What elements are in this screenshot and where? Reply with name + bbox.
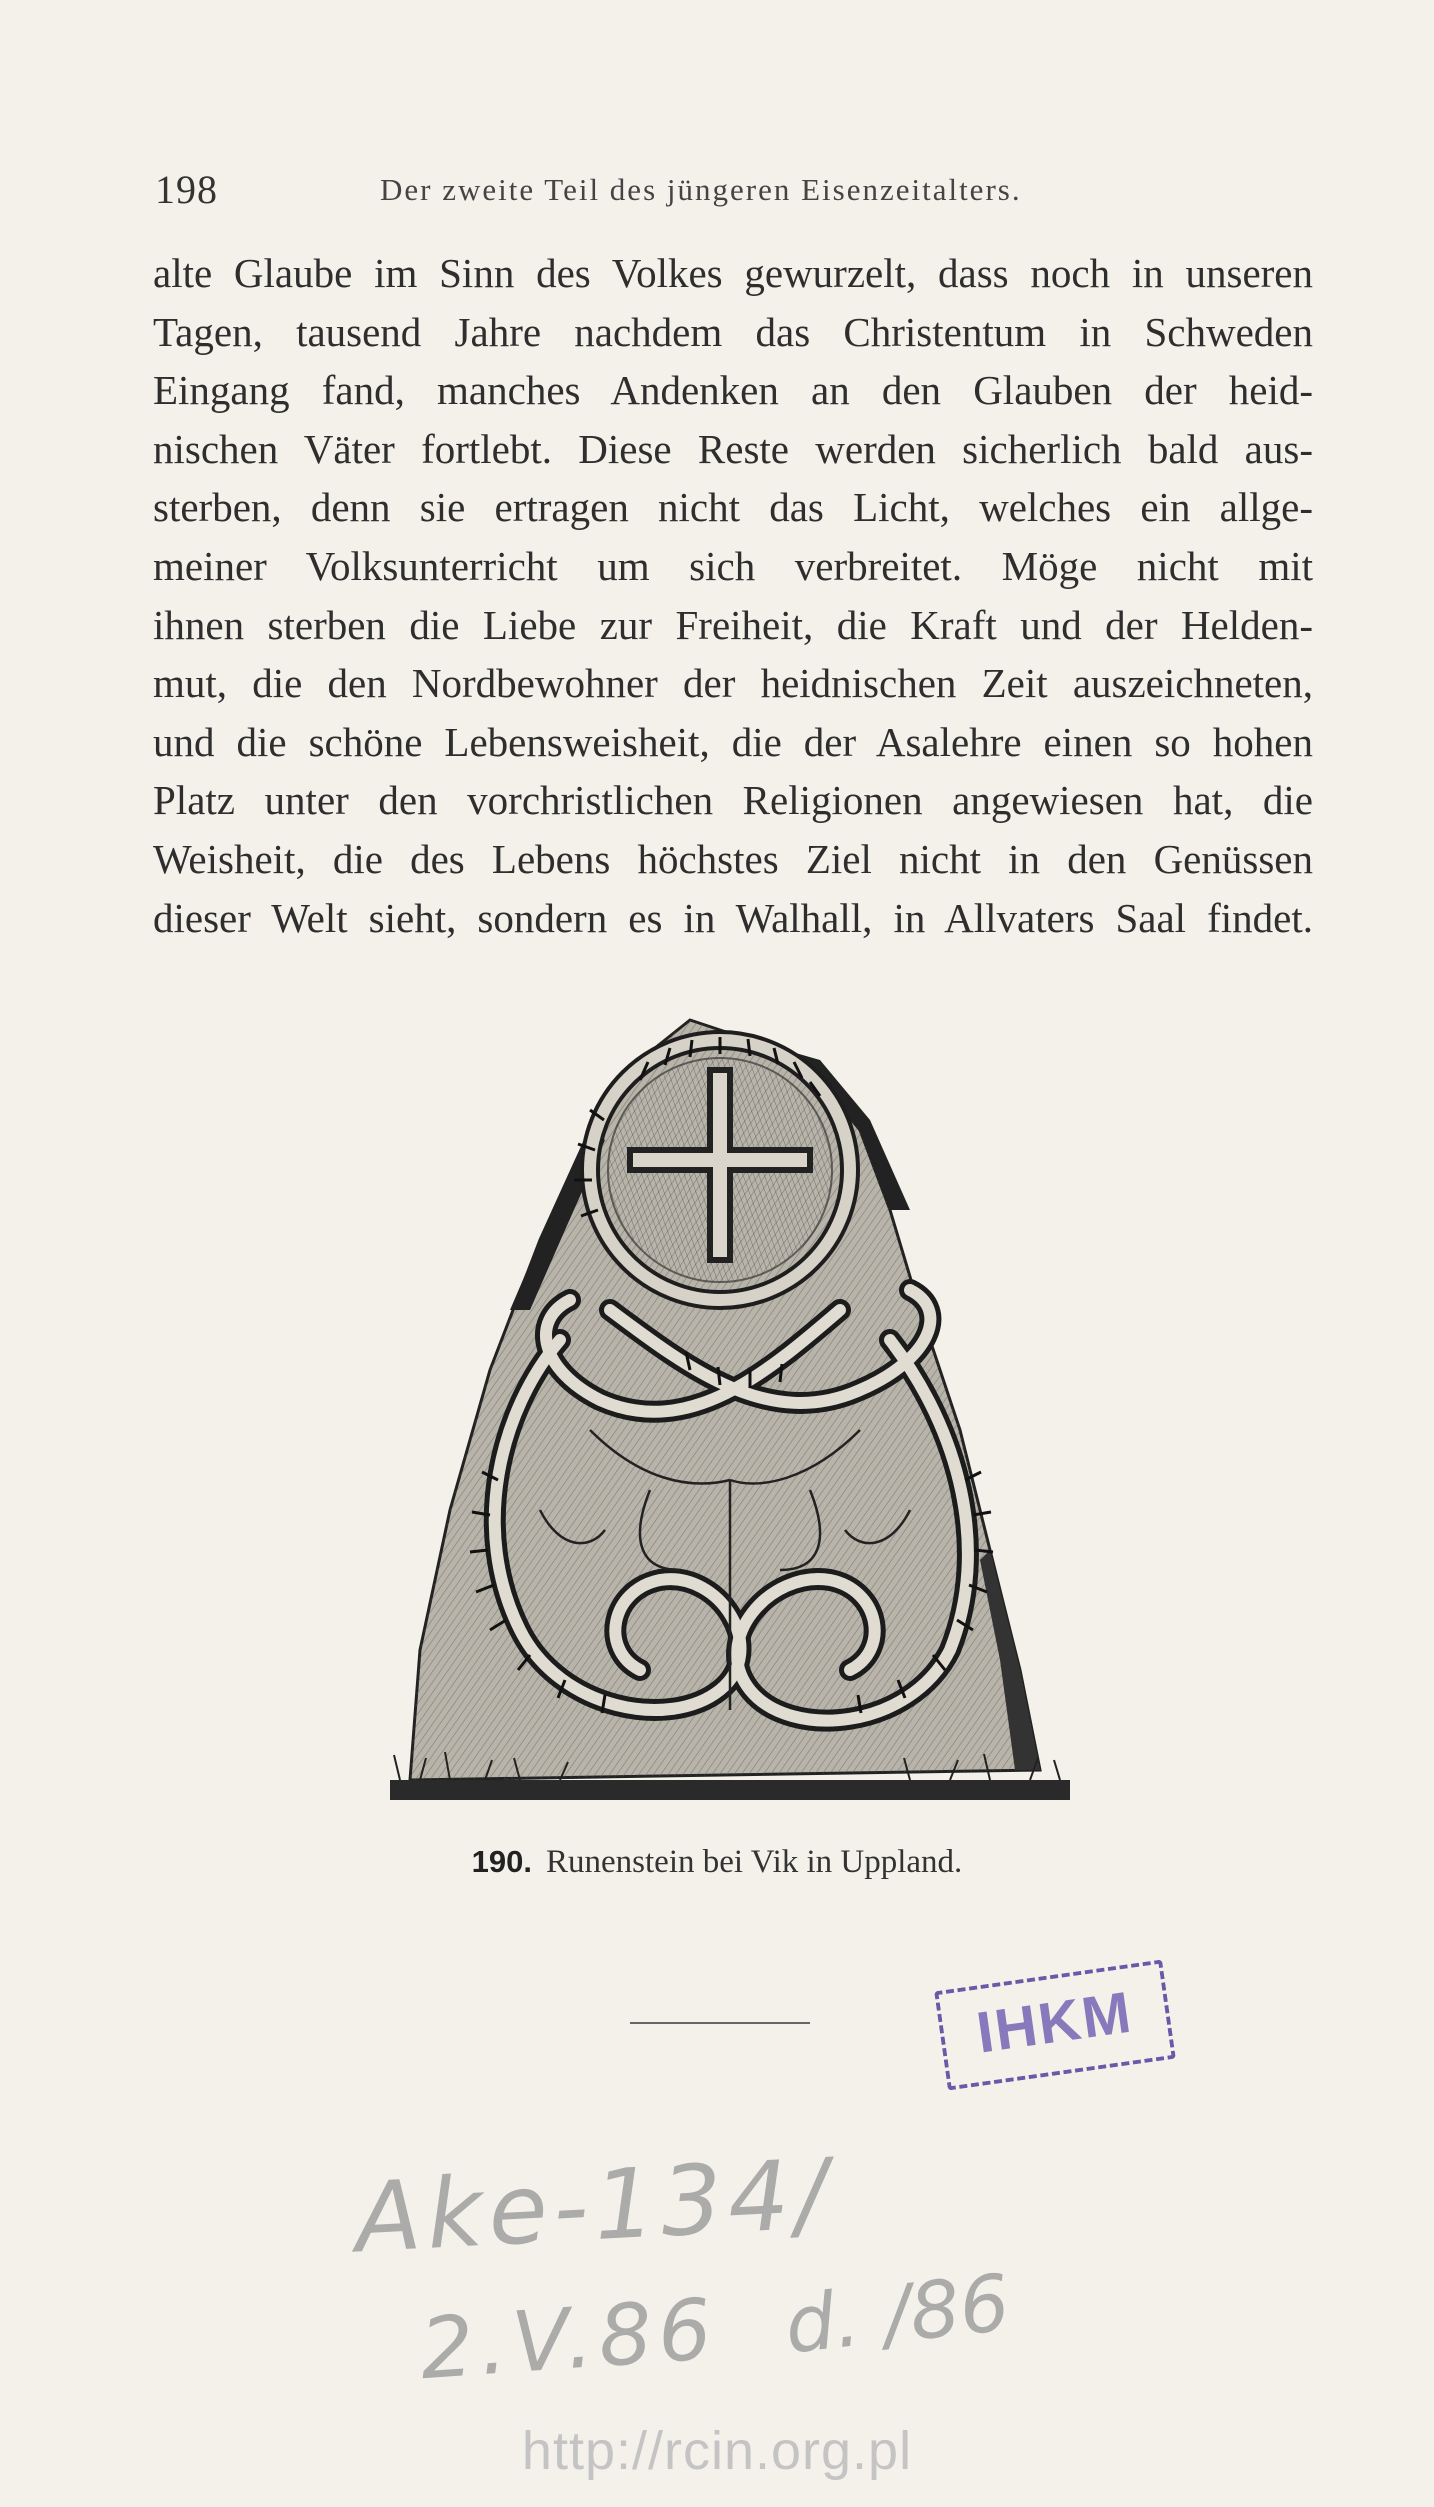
text-line: Eingang fand, manches Andenken an den Glauben der heid- (153, 367, 1313, 414)
text-line: Weisheit, die des Lebens höchstes Ziel nicht in den Genüssen (153, 835, 1313, 882)
running-header: Der zweite Teil des jüngeren Eisenzeitalters. (380, 172, 1022, 207)
handwritten-note: d. /86 (780, 2258, 1014, 2372)
figure-caption (0, 1844, 1434, 1881)
body-paragraph (153, 244, 1313, 947)
text-line: Platz unter den vorchristlichen Religionen angewiesen hat, die (153, 777, 1313, 824)
figure-caption-text: Runenstein bei Vik in Uppland. (546, 1844, 963, 1880)
text-line: meiner Volksunterricht um sich verbreitet. Möge nicht mit (153, 542, 1313, 589)
runestone-illustration (390, 1010, 1070, 1830)
text-line: nischen Väter fortlebt. Diese Reste werden sicherlich bald aus- (153, 425, 1313, 472)
runestone-engraving (390, 1010, 1070, 1830)
source-watermark: http://rcin.org.pl (521, 2421, 913, 2481)
text-line: ihnen sterben die Liebe zur Freiheit, die Kraft und der Helden- (153, 601, 1313, 648)
page-number: 198 (155, 167, 218, 212)
text-line: alte Glaube im Sinn des Volkes gewurzelt, dass noch in unseren (153, 250, 1313, 296)
text-line: dieser Welt sieht, sondern es in Walhall, in Allvaters Saal findet. (153, 894, 1313, 941)
handwritten-shelfmark: Ake-134/ (352, 2137, 837, 2275)
text-line: mut, die den Nordbewohner der heidnischen Zeit auszeichneten, (153, 660, 1313, 707)
text-line: Tagen, tausend Jahre nachdem das Christentum in Schweden (153, 308, 1313, 355)
figure-number: 190. (471, 1844, 533, 1879)
text-line: und die schöne Lebensweisheit, die der Asalehre einen so hohen (153, 718, 1313, 765)
handwritten-date: 2.V.86 (416, 2279, 721, 2399)
text-line: sterben, denn sie ertragen nicht das Licht, welches ein allge- (153, 484, 1313, 531)
stamp-text: IHKM (972, 1979, 1137, 2066)
section-divider (630, 2022, 810, 2024)
library-stamp (934, 1959, 1176, 2090)
